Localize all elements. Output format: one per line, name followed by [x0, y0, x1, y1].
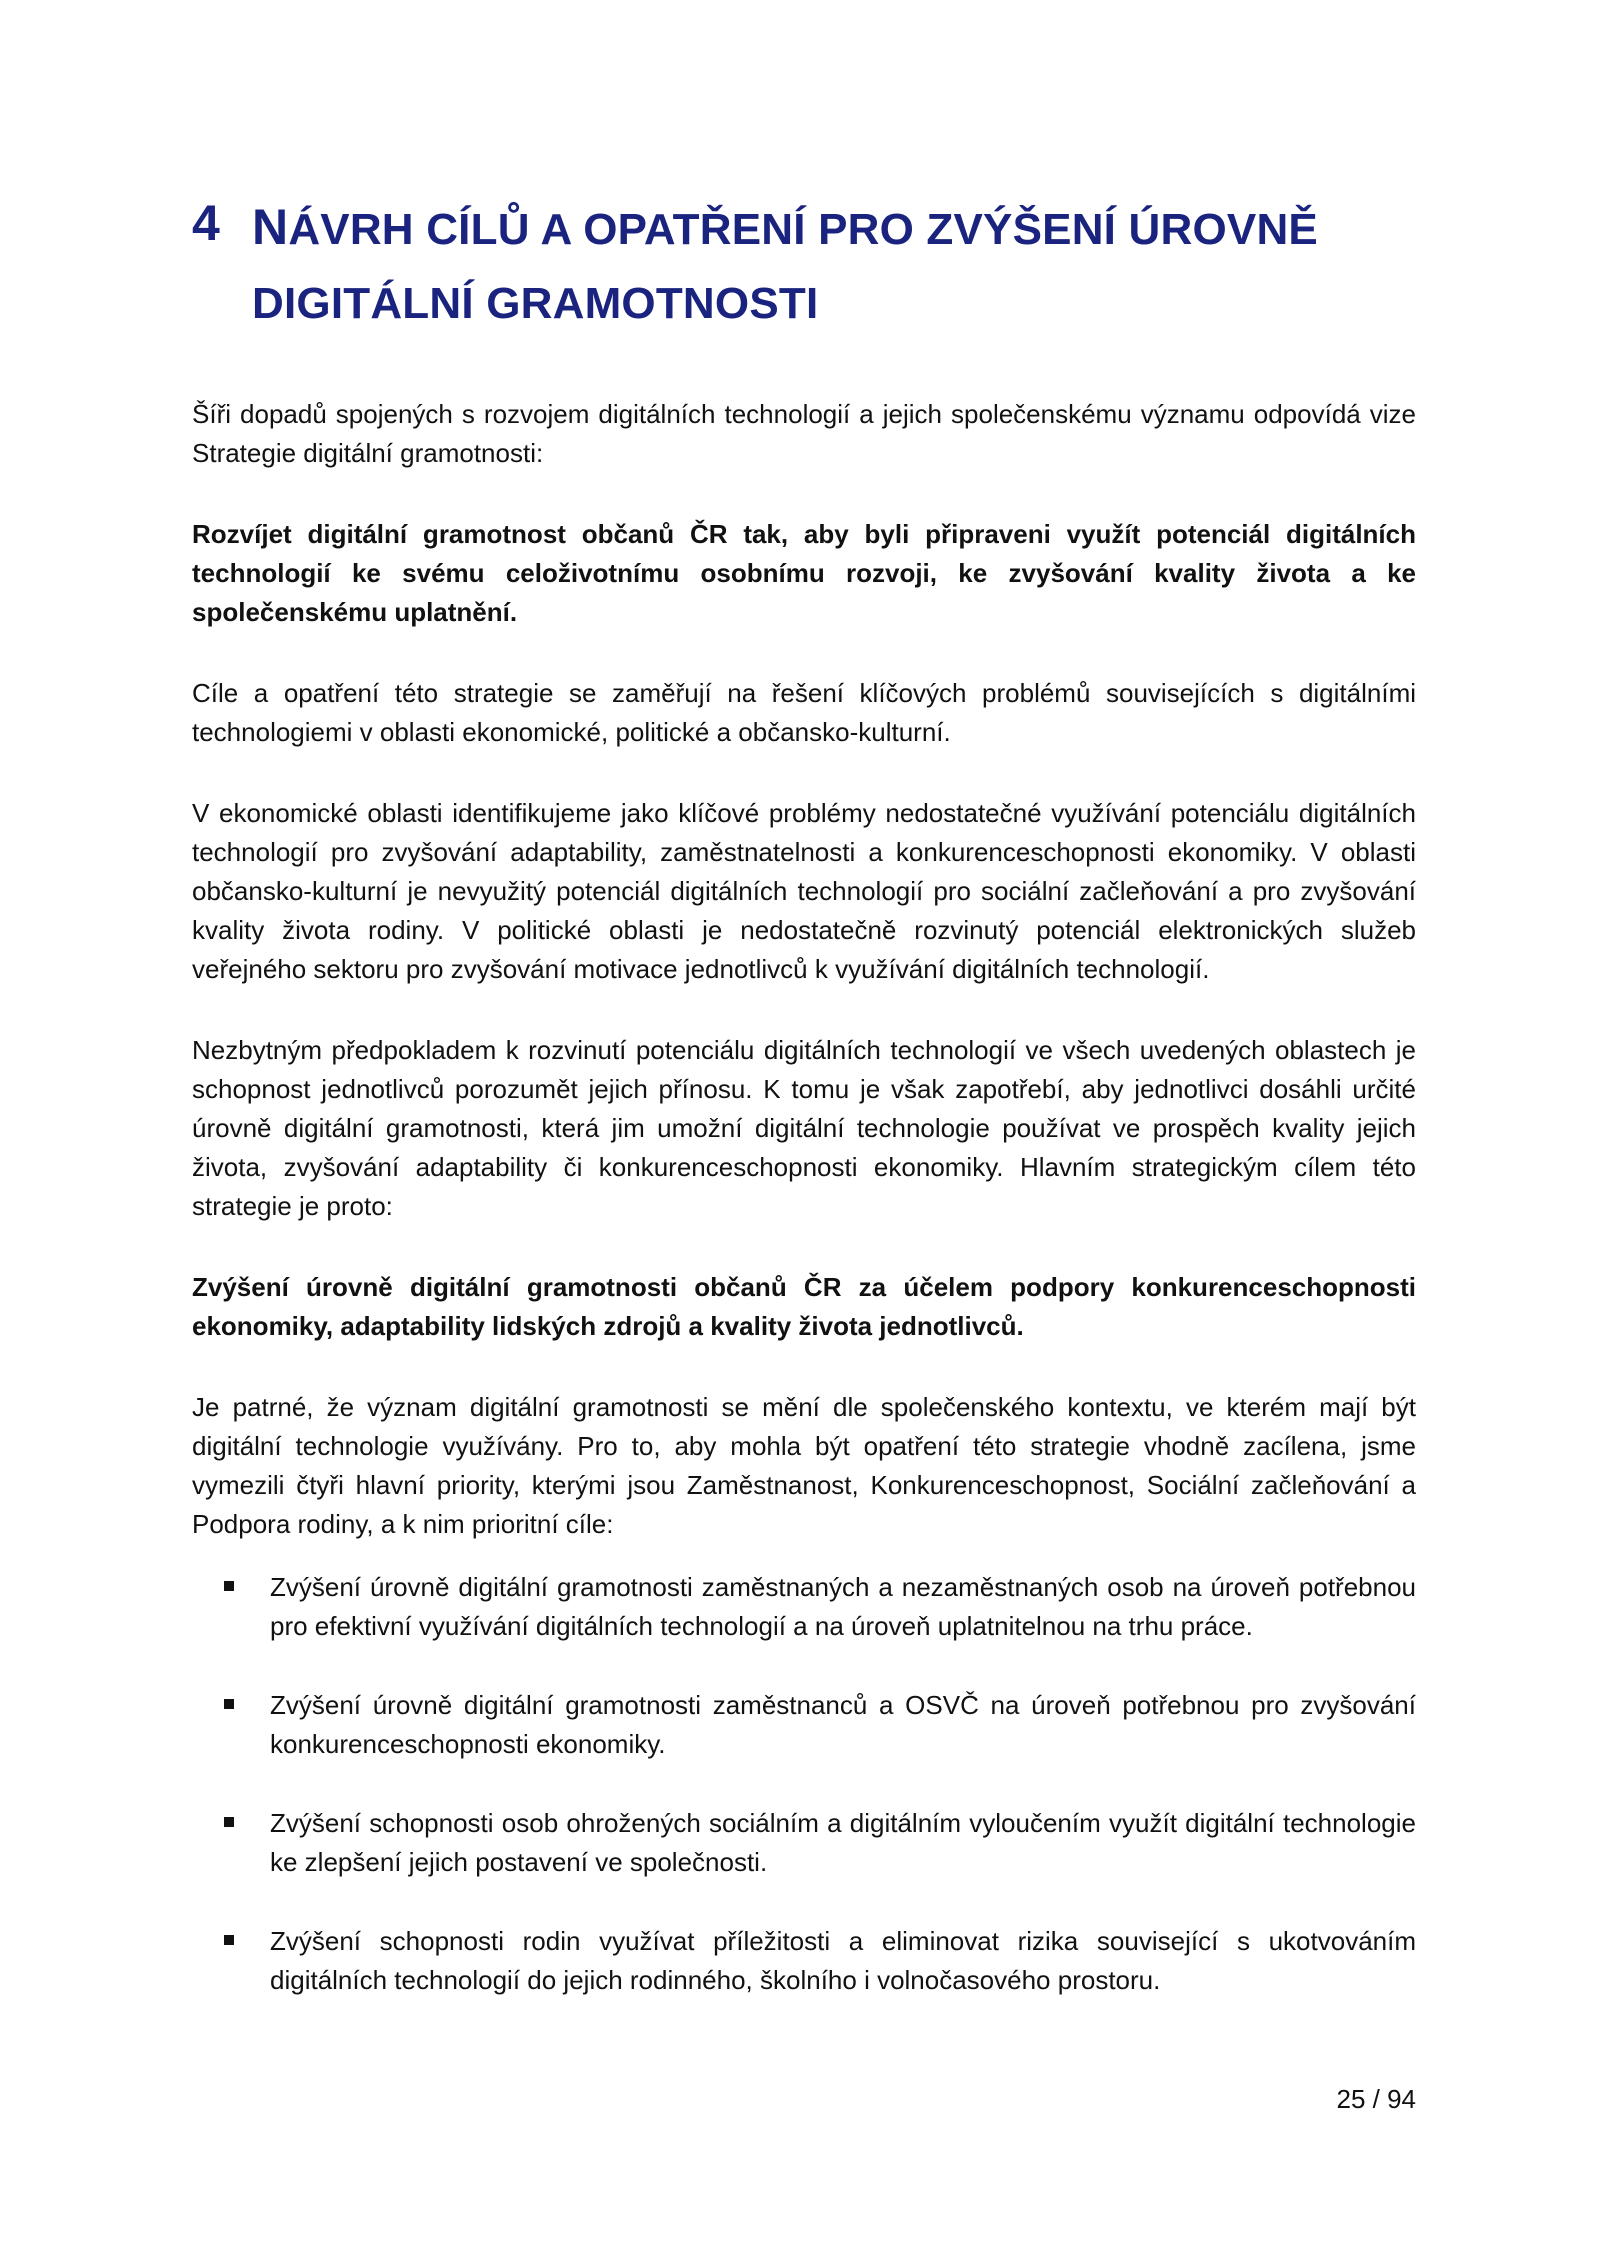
priorities-paragraph: Je patrné, že význam digitální gramotnosti se mění dle společenského kontextu, ve kterém mají být digitální technologie využívány. Pro to, aby mohla být opatření této strategie vhodně zacílena, jsme vymezili čtyři hlavní priority, kterými jsou Zaměstnanost, Konkurenceschopnost, Sociální začleňování a Podpora rodiny, a k nim prioritní cíle: — [192, 1392, 1416, 1539]
page-number: 25 / 94 — [1336, 2084, 1416, 2114]
document-page — [192, 190, 1416, 2040]
chapter-number: 4 — [192, 195, 220, 251]
chapter-title-line-1-rest: ÁVRH CÍLŮ A OPATŘENÍ PRO ZVÝŠENÍ ÚROVNĚ — [288, 205, 1318, 254]
chapter-title-line-2: DIGITÁLNÍ GRAMOTNOSTI — [252, 279, 819, 328]
square-bullet-icon — [224, 1699, 234, 1709]
list-item-text: Zvýšení schopnosti rodin využívat příležitosti a eliminovat rizika související s ukotvováním digitálních technologií do jejich rodinného, školního i volnočasového prostoru. — [270, 1926, 1416, 1995]
vision-statement: Rozvíjet digitální gramotnost občanů ČR tak, aby byli připraveni využít potenciál digitálních technologií ke svému celoživotnímu osobnímu rozvoji, ke zvyšování kvality života a ke společenskému uplatnění. — [192, 519, 1416, 627]
square-bullet-icon — [224, 1935, 234, 1945]
list-item-text: Zvýšení schopnosti osob ohrožených sociálním a digitálním vyloučením využít digitální technologie ke zlepšení jejich postavení ve společnosti. — [270, 1808, 1416, 1877]
list-item — [192, 1922, 1416, 2000]
strategic-goal-statement: Zvýšení úrovně digitální gramotnosti občanů ČR za účelem podpory konkurenceschopnosti ekonomiky, adaptability lidských zdrojů a kvality života jednotlivců. — [192, 1272, 1416, 1341]
areas-paragraph: V ekonomické oblasti identifikujeme jako klíčové problémy nedostatečné využívání potenciálu digitálních technologií pro zvyšování adaptability, zaměstnatelnosti a konkurenceschopnosti ekonomiky. V oblasti občansko-kulturní je nevyužitý potenciál digitálních technologií pro sociální začleňování a pro zvyšování kvality života rodiny. V politické oblasti je nedostatečně rozvinutý potenciál elektronických služeb veřejného sektoru pro zvyšování motivace jednotlivců k využívání digitálních technologií. — [192, 798, 1416, 984]
list-item — [192, 1568, 1416, 1646]
square-bullet-icon — [224, 1581, 234, 1591]
list-item — [192, 1804, 1416, 1882]
chapter-title-line-1 — [252, 190, 1318, 267]
goals-paragraph: Cíle a opatření této strategie se zaměřují na řešení klíčových problémů souvisejících s digitálními technologiemi v oblasti ekonomické, politické a občansko-kulturní. — [192, 678, 1416, 747]
square-bullet-icon — [224, 1817, 234, 1827]
chapter-title — [252, 190, 1318, 341]
priority-goals-list — [192, 1568, 1416, 2000]
chapter-heading — [192, 190, 1416, 341]
list-item-text: Zvýšení úrovně digitální gramotnosti zaměstnaných a nezaměstnaných osob na úroveň potřebnou pro efektivní využívání digitálních technologií a na úroveň uplatnitelnou na trhu práce. — [270, 1572, 1416, 1641]
intro-paragraph: Šíři dopadů spojených s rozvojem digitálních technologií a jejich společenskému významu odpovídá vize Strategie digitální gramotnosti: — [192, 399, 1416, 468]
chapter-title-initial: N — [252, 199, 289, 255]
list-item — [192, 1686, 1416, 1764]
list-item-text: Zvýšení úrovně digitální gramotnosti zaměstnanců a OSVČ na úroveň potřebnou pro zvyšování konkurenceschopnosti ekonomiky. — [270, 1690, 1416, 1759]
prerequisite-paragraph: Nezbytným předpokladem k rozvinutí potenciálu digitálních technologií ve všech uvedených oblastech je schopnost jednotlivců porozumět jejich přínosu. K tomu je však zapotřebí, aby jednotlivci dosáhli určité úrovně digitální gramotnosti, která jim umožní digitální technologie používat ve prospěch kvality jejich života, zvyšování adaptability či konkurenceschopnosti ekonomiky. Hlavním strategickým cílem této strategie je proto: — [192, 1035, 1416, 1221]
